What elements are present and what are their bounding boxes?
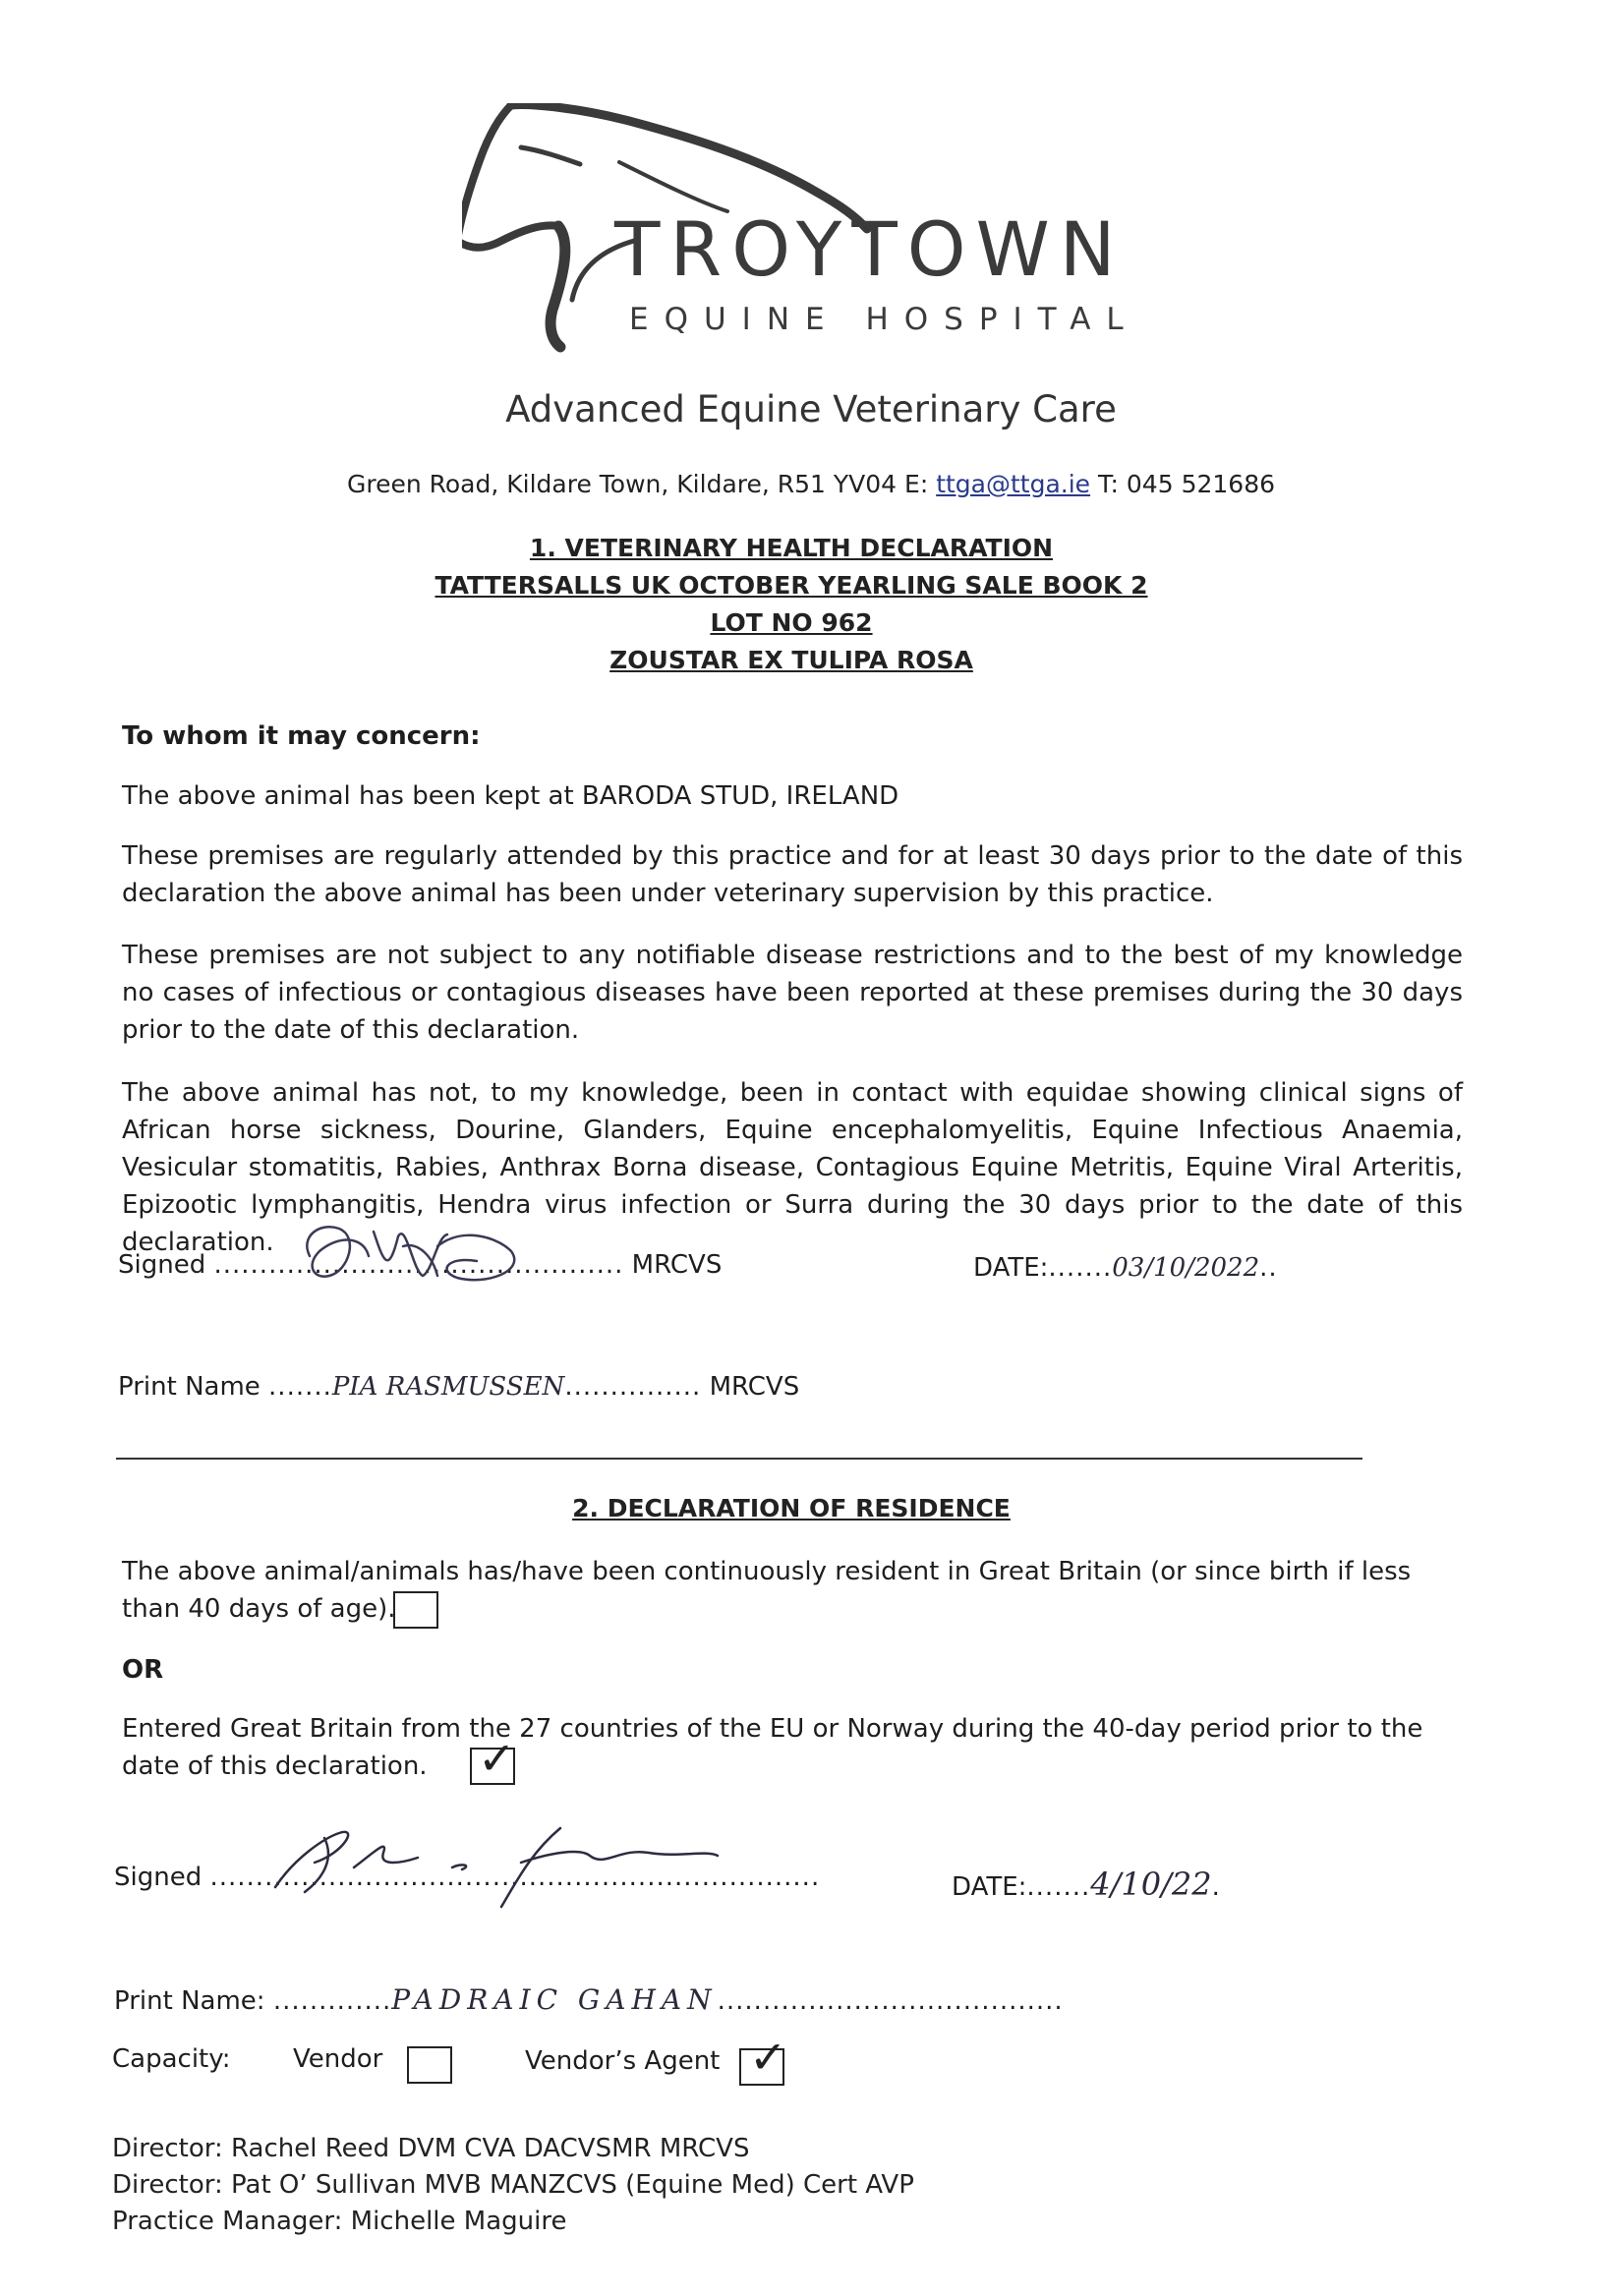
residence-checkbox-1[interactable]	[393, 1591, 438, 1629]
sale-title: TATTERSALLS UK OCTOBER YEARLING SALE BOOK 2	[434, 571, 1148, 600]
agent-checkmark-icon: ✓	[749, 2031, 787, 2084]
paragraph-kept-at: The above animal has been kept at BARODA STUD, IRELAND	[122, 781, 899, 811]
print-name-label: Print Name	[118, 1372, 261, 1402]
logo-subtitle: EQUINE HOSPITAL	[629, 302, 1139, 337]
print-name-2-label: Print Name:	[114, 1986, 265, 2016]
date-dots: .......	[1048, 1253, 1113, 1283]
director-2: Director: Pat O’ Sullivan MVB MANZCVS (Equine Med) Cert AVP	[112, 2170, 914, 2200]
footer	[112, 2131, 914, 2240]
director-1: Director: Rachel Reed DVM CVA DACVSMR MRCVS	[112, 2134, 750, 2163]
paragraph-supervision: These premises are regularly attended by this practice and for at least 30 days prior to the date of this declaration the above animal has been under veterinary supervision by this practice.	[122, 841, 1463, 908]
section2-title: 2. DECLARATION OF RESIDENCE	[572, 1494, 1011, 1522]
print-name-2-value: PADRAIC GAHAN	[391, 1983, 718, 2016]
date-label: DATE:	[973, 1253, 1049, 1283]
vet-print-line	[118, 1372, 799, 1402]
vendor-date-line	[952, 1866, 1221, 1903]
date-2-value: 4/10/22	[1090, 1866, 1212, 1903]
signature-2-dots: ...................................................................	[209, 1863, 821, 1892]
print-dots: .......	[268, 1372, 332, 1402]
vet-date-line	[973, 1253, 1278, 1283]
print-name-value: PIA RASMUSSEN	[331, 1372, 565, 1402]
salutation: To whom it may concern:	[122, 721, 481, 751]
mrcvs-label: MRCVS	[631, 1250, 723, 1280]
signature-dots: .............................................	[213, 1250, 624, 1280]
residence-option-2: Entered Great Britain from the 27 countries of the EU or Norway during the 40-day period prior to the date of this declaration.	[122, 1714, 1423, 1781]
paragraph-contact: The above animal has not, to my knowledge, been in contact with equidae showing clinical signs of African horse sickness, Dourine, Glanders, Equine encephalomyelitis, Equine Infectious Anaemia, Vesicular stomatitis, Rabies, Anthrax Borna disease, Contagious Equine Metritis, Equine Viral Arteritis, Epizootic lymphangitis, Hendra virus infection or Surra during the 30 days prior to the date of this declaration.	[122, 1078, 1463, 1257]
print-dots-end: ...............	[564, 1372, 702, 1402]
hospital-logo	[462, 103, 1170, 354]
vendor-checkbox[interactable]	[407, 2046, 452, 2084]
vendor-print-line	[114, 1983, 1064, 2016]
vet-signature	[290, 1217, 555, 1295]
vendor-signature	[265, 1808, 757, 1917]
address-text: Green Road, Kildare Town, Kildare, R51 YV04 E:	[346, 470, 937, 498]
lot-number: LOT NO 962	[710, 608, 873, 637]
vendor-label: Vendor	[293, 2044, 383, 2074]
checkmark-icon: ✓	[478, 1732, 516, 1785]
print-mrcvs-label: MRCVS	[709, 1372, 800, 1402]
signed-2-label: Signed	[114, 1863, 203, 1892]
email-link[interactable]: ttga@ttga.ie	[936, 470, 1091, 498]
tagline: Advanced Equine Veterinary Care	[505, 388, 1117, 430]
date-dots-end: ..	[1259, 1253, 1278, 1283]
date-2-dots: .......	[1026, 1872, 1091, 1902]
vendor-agent-label: Vendor’s Agent	[525, 2046, 721, 2076]
date-value: 03/10/2022	[1112, 1253, 1260, 1283]
signed-label: Signed	[118, 1250, 206, 1280]
date-2-label: DATE:	[952, 1872, 1027, 1902]
address-line	[0, 470, 1622, 498]
capacity-label: Capacity:	[112, 2044, 231, 2074]
print-2-dots: .............	[272, 1986, 392, 2016]
section-divider	[116, 1458, 1362, 1460]
or-label: OR	[122, 1655, 164, 1685]
phone-text: T: 045 521686	[1090, 470, 1276, 498]
logo-name: TROYTOWN	[614, 205, 1126, 293]
residence-option-1: The above animal/animals has/have been continuously resident in Great Britain (or since birth if less than 40 days of age).	[122, 1557, 1412, 1624]
practice-manager: Practice Manager: Michelle Maguire	[112, 2207, 567, 2236]
paragraph-restrictions: These premises are not subject to any notifiable disease restrictions and to the best of my knowledge no cases of infectious or contagious diseases have been reported at these premises during the 30 days prior to the date of this declaration.	[122, 941, 1463, 1045]
horse-name: ZOUSTAR EX TULIPA ROSA	[609, 646, 973, 674]
date-2-dots-end: .	[1211, 1872, 1221, 1902]
section1-title: 1. VETERINARY HEALTH DECLARATION	[529, 534, 1054, 562]
print-2-dots-end: ......................................	[717, 1986, 1064, 2016]
